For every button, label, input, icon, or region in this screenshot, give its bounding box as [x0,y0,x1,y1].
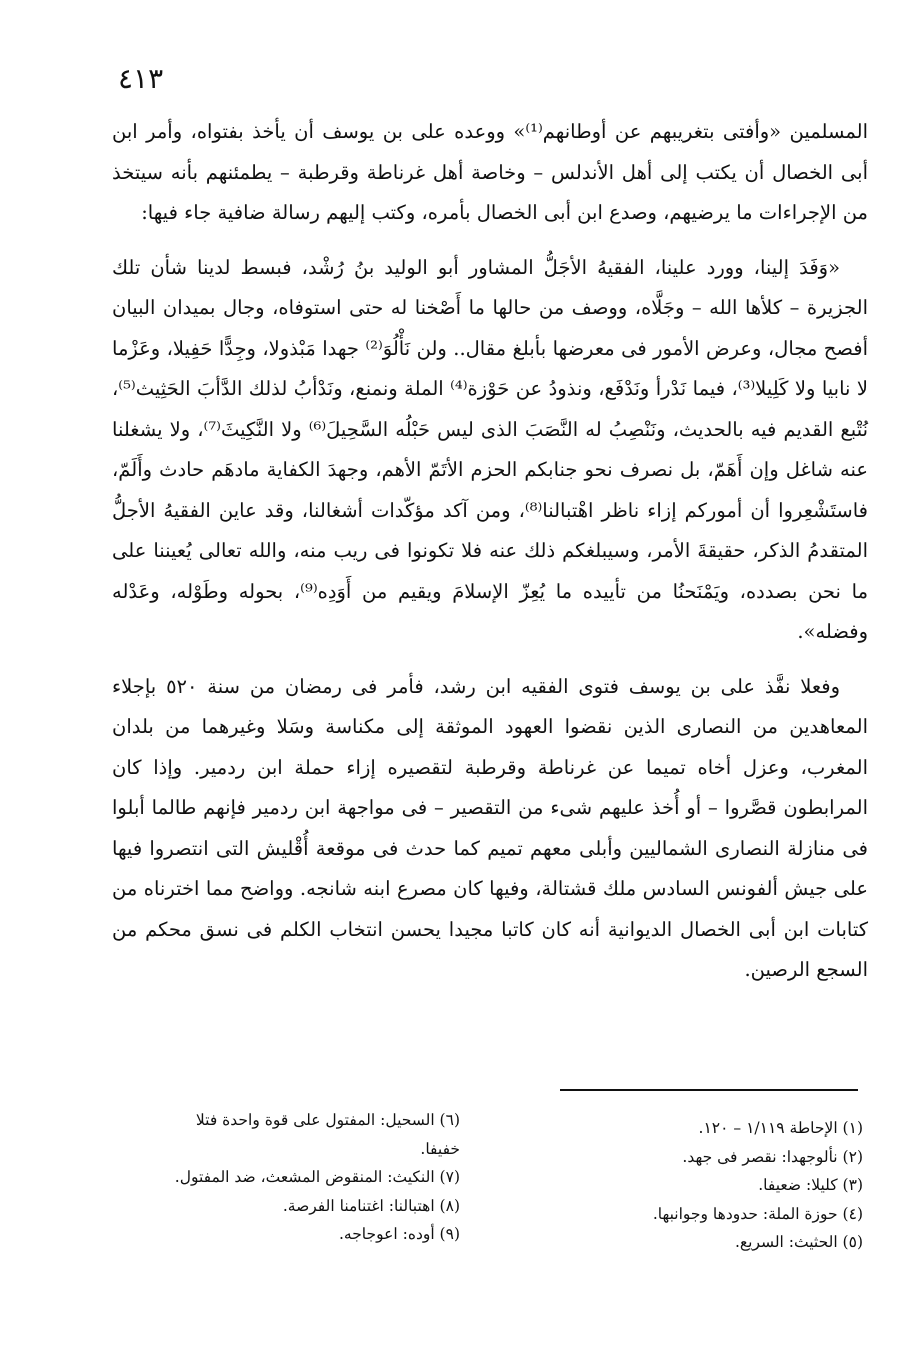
footnote-separator [560,1089,858,1091]
quoted-letter-paragraph: «وَفَدَ إلينا، وورد علينا، الفقيهُ الأجَلُّ المشاور أبو الوليد بنُ رُشْد، فبسط لدينا شأن تلك الجزيرة – كلأها الله – وجَلَّاه، ووصف من حالها ما أَصْخنا له حتى استوفاه، وجال بميدان البيان أفصح مجال، وعرض الأمور فى معرضها بأبلغ مقال.. ولن نَأْلُوَ⁽²⁾ جهدا مَبْذولا، وجِدًّا حَفِيلا، وعَزْما لا نابيا ولا كَلِيلا⁽³⁾، فيما نَدْرأ ونَدْفَع، ونذودُ عن حَوْزة⁽⁴⁾ الملة ونمنع، ونَدْأبُ لذلك الدَّأبَ الحَثِيث⁽⁵⁾، نُتْبع القديم فيه بالحديث، ونَنْصِبُ له النَّصَبَ الذى ليس حَبْلُه السَّحِيلَ⁽⁶⁾ ولا النَّكِيثَ⁽⁷⁾، ولا يشغلنا عنه شاغل وإن أَهَمّ، بل نصرف نحو جنابكم الحزم الأتَمّ الأهم، وجهدَ الكفاية مادهَم حادث وأَلَمّ، فاستَشْعِروا أن أموركم إزاء ناظر اهْتبالنا⁽⁸⁾، ومن آكد مؤكّدات أشغالنا، وقد عاين الفقيهُ الأجلُّ المتقدمُ الذكر، حقيقةَ الأمر، وسيبلغكم ذلك عنه فلا تكونوا فى ريب منه، والله تعالى يُعيننا على ما نحن بصدده، ويَمْنَحنُا من تأييده ما يُعِزّ الإسلامَ ويقيم من أَوَدِه⁽⁹⁾، بحوله وطَوْله، وعَدْله وفضله». [112,255,869,643]
main-text [112,112,868,991]
paragraph: المسلمين «وأفتى بتغريبهم عن أوطانهم⁽¹⁾» ووعده على بن يوسف أن يأخذ بفتواه، وأمر ابن أبى الخصال أن يكتب إلى أهل الأندلس – وخاصة أهل غرناطة وقرطبة – يطمئنهم بأنه سيتخذ من الإجراءات ما يرضيهم، وصدع ابن أبى الخصال بأمره، وكتب إليهم رسالة ضافية جاء فيها: [112,120,868,224]
footnote: (٤) حوزة الملة: حدودها وجوانبها. [652,1204,863,1223]
page-number: ٤١٣ [118,62,164,95]
footnotes-left-column [105,1106,460,1249]
paragraph: وفعلا نفَّذ على بن يوسف فتوى الفقيه ابن رشد، فأمر فى رمضان من سنة ٥٢٠ بإجلاء المعاهدين من النصارى الذين نقضوا العهود الموثقة إلى مكناسة وسَلا وغيرهما من بلدان المغرب، وعزل أخاه تميما عن غرناطة وقرطبة لتقصيره إزاء حملة ابن ردمير. وإذا كان المرابطون قصَّروا – أو أُخذ عليهم شىء من التقصير – فى مواجهة ابن ردمير فإنهم طالما أبلوا فى منازلة النصارى الشماليين وأبلى معهم تميم كما حدث فى موقعة أُقْليش التى انتصروا فيها على جيش ألفونس السادس ملك قشتالة، وفيها كان مصرع ابنه شانجه. وواضح مما اخترناه من كتابات ابن أبى الخصال الديوانية أنه كان كاتبا مجيدا يحسن انتخاب الكلم فى نسق محكم من السجع الرصين. [112,674,868,981]
footnote: (٦) السحيل: المفتول على قوة واحدة فتلا [195,1111,460,1129]
footnote: (٧) النكيث: المنقوض المشعث، ضد المفتول. [174,1168,460,1186]
footnote: (٩) أوده: اعوجاجه. [338,1225,460,1243]
footnote: (٥) الحثيث: السريع. [734,1233,863,1251]
footnotes-right-column [563,1114,863,1257]
footnote: (٢) نألوجهدا: نقصر فى جهد. [682,1147,863,1166]
footnote-continuation: خفيفا. [420,1139,460,1158]
footnote: (٣) كليلا: ضعيفا. [758,1176,863,1194]
footnote: (١) الإحاطة ١/١١٩ – ١٢٠. [698,1119,863,1137]
footnote: (٨) اهتبالنا: اغتنامنا الفرصة. [282,1196,460,1215]
